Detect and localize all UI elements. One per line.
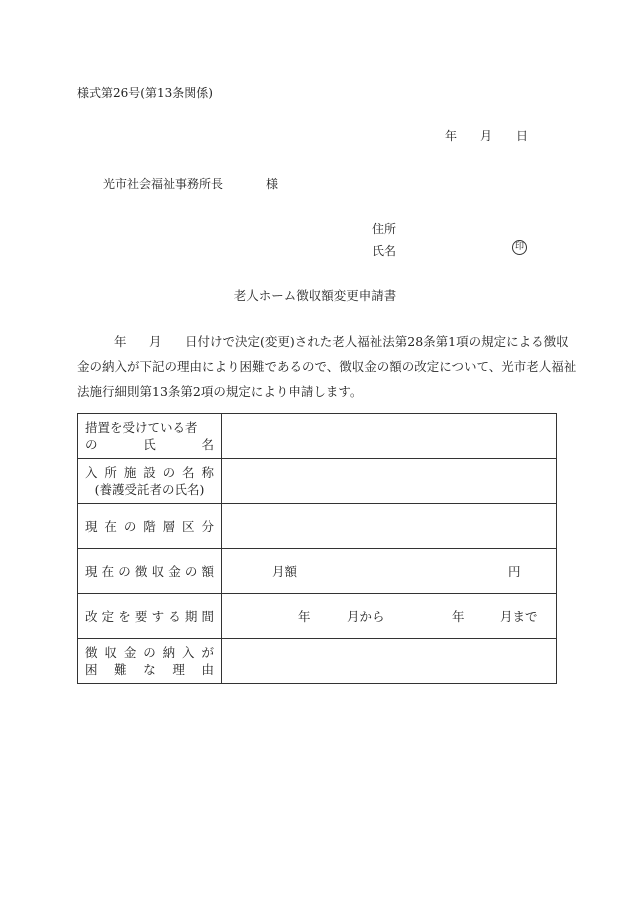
- label-char: を: [118, 608, 131, 624]
- label-line: [85, 644, 214, 661]
- label-char: 理: [172, 662, 185, 677]
- label-char: 改: [85, 608, 98, 624]
- body-line-3: 法施行細則第13条第2項の規定により申請します。: [77, 384, 363, 399]
- seal-mark: 印: [512, 240, 527, 255]
- label-char: 階: [143, 518, 156, 534]
- label-text: (養護受託者の氏名): [94, 482, 205, 497]
- label-char: 入: [182, 645, 195, 660]
- label-char: 困: [85, 662, 98, 677]
- label-char: の: [184, 563, 198, 579]
- table-row: [78, 504, 557, 549]
- label-char: の: [118, 563, 131, 579]
- label-line: [85, 436, 214, 453]
- label-char: 現: [85, 518, 98, 534]
- payment-difficulty-field[interactable]: [222, 639, 557, 684]
- label-line: [85, 419, 214, 436]
- label-line: [85, 464, 214, 481]
- label-char: 設: [143, 465, 156, 480]
- body-month: 月: [149, 334, 162, 349]
- body-line-1-rest: 日付けで決定(変更)された老人福祉法第28条第1項の規定による徴収: [185, 334, 569, 349]
- body-line-1: [77, 329, 569, 354]
- label-char: の: [162, 465, 176, 480]
- label-char: 額: [201, 563, 214, 579]
- yen-unit: 円: [508, 564, 521, 579]
- addressee-name: 光市社会福祉事務所長: [103, 177, 224, 191]
- from-month: 月から: [347, 609, 385, 624]
- label-line: [85, 481, 214, 498]
- table-row: [78, 414, 557, 459]
- label-char: 在: [104, 518, 117, 534]
- to-year: 年: [452, 609, 465, 624]
- revision-period-field[interactable]: [222, 594, 557, 639]
- facility-name-field[interactable]: [222, 459, 557, 504]
- table-row: [78, 459, 557, 504]
- label-char: 施: [123, 465, 137, 480]
- name-label: 氏名: [372, 244, 397, 258]
- label-char: 名: [182, 465, 195, 480]
- table-row: [78, 549, 557, 594]
- document-title: 老人ホーム徴収額変更申請書: [233, 288, 397, 303]
- label-char: 金: [123, 645, 137, 660]
- date-year: 年: [445, 129, 458, 143]
- label-char: 難: [114, 662, 127, 677]
- label-char: 由: [201, 662, 214, 677]
- label-char: 分: [201, 518, 214, 534]
- table-row: [78, 594, 557, 639]
- recipient-name-field[interactable]: [222, 414, 557, 459]
- label-recipient-name: [78, 414, 222, 459]
- label-line: [85, 608, 214, 625]
- monthly-amount-label: 月額: [272, 564, 298, 579]
- label-facility-name: [78, 459, 222, 504]
- label-char: 称: [201, 465, 214, 480]
- label-char: 収: [151, 563, 165, 579]
- application-table: [77, 413, 557, 684]
- label-char: 間: [201, 608, 214, 624]
- label-char: 区: [182, 518, 195, 534]
- label-char: な: [143, 662, 156, 677]
- label-char: 現: [85, 563, 98, 579]
- label-char: が: [201, 645, 214, 660]
- label-char: 氏: [143, 437, 156, 452]
- label-payment-difficulty: [78, 639, 222, 684]
- label-char: 所: [104, 465, 117, 480]
- addressee-honorific: 様: [266, 177, 279, 191]
- label-char: 徴: [85, 645, 98, 660]
- to-month: 月まで: [500, 609, 538, 624]
- label-char: 徴: [134, 563, 148, 579]
- current-tier-field[interactable]: [222, 504, 557, 549]
- label-char: の: [143, 645, 156, 660]
- date-month: 月: [480, 129, 493, 143]
- from-year: 年: [298, 609, 311, 624]
- label-char: 入: [85, 465, 98, 480]
- current-amount-field[interactable]: [222, 549, 557, 594]
- label-line: [85, 563, 214, 580]
- address-label: 住所: [372, 222, 397, 236]
- label-char: の: [123, 518, 137, 534]
- label-revision-period: [78, 594, 222, 639]
- label-char: す: [151, 608, 165, 624]
- label-char: 層: [162, 518, 176, 534]
- body-line-2: 金の納入が下記の理由により困難であるので、徴収金の額の改定について、光市老人福祉: [77, 359, 577, 374]
- form-number: 様式第26号(第13条関係): [77, 86, 213, 100]
- label-current-amount: [78, 549, 222, 594]
- label-char: の: [85, 437, 98, 452]
- date-day: 日: [516, 129, 529, 143]
- label-char: る: [168, 608, 181, 624]
- body-year: 年: [114, 334, 127, 349]
- label-line: [85, 518, 214, 535]
- label-char: 収: [104, 645, 117, 660]
- label-char: 期: [184, 608, 198, 624]
- label-char: 在: [101, 563, 115, 579]
- label-line: [85, 661, 214, 678]
- label-char: 納: [162, 645, 176, 660]
- label-char: 要: [134, 608, 148, 624]
- label-current-tier: [78, 504, 222, 549]
- label-char: 定: [101, 608, 115, 624]
- body-paragraph: [77, 329, 577, 404]
- table-row: [78, 639, 557, 684]
- label-char: 名: [201, 437, 214, 452]
- label-char: 金: [168, 563, 181, 579]
- label-text: 措置を受けている者: [85, 420, 198, 435]
